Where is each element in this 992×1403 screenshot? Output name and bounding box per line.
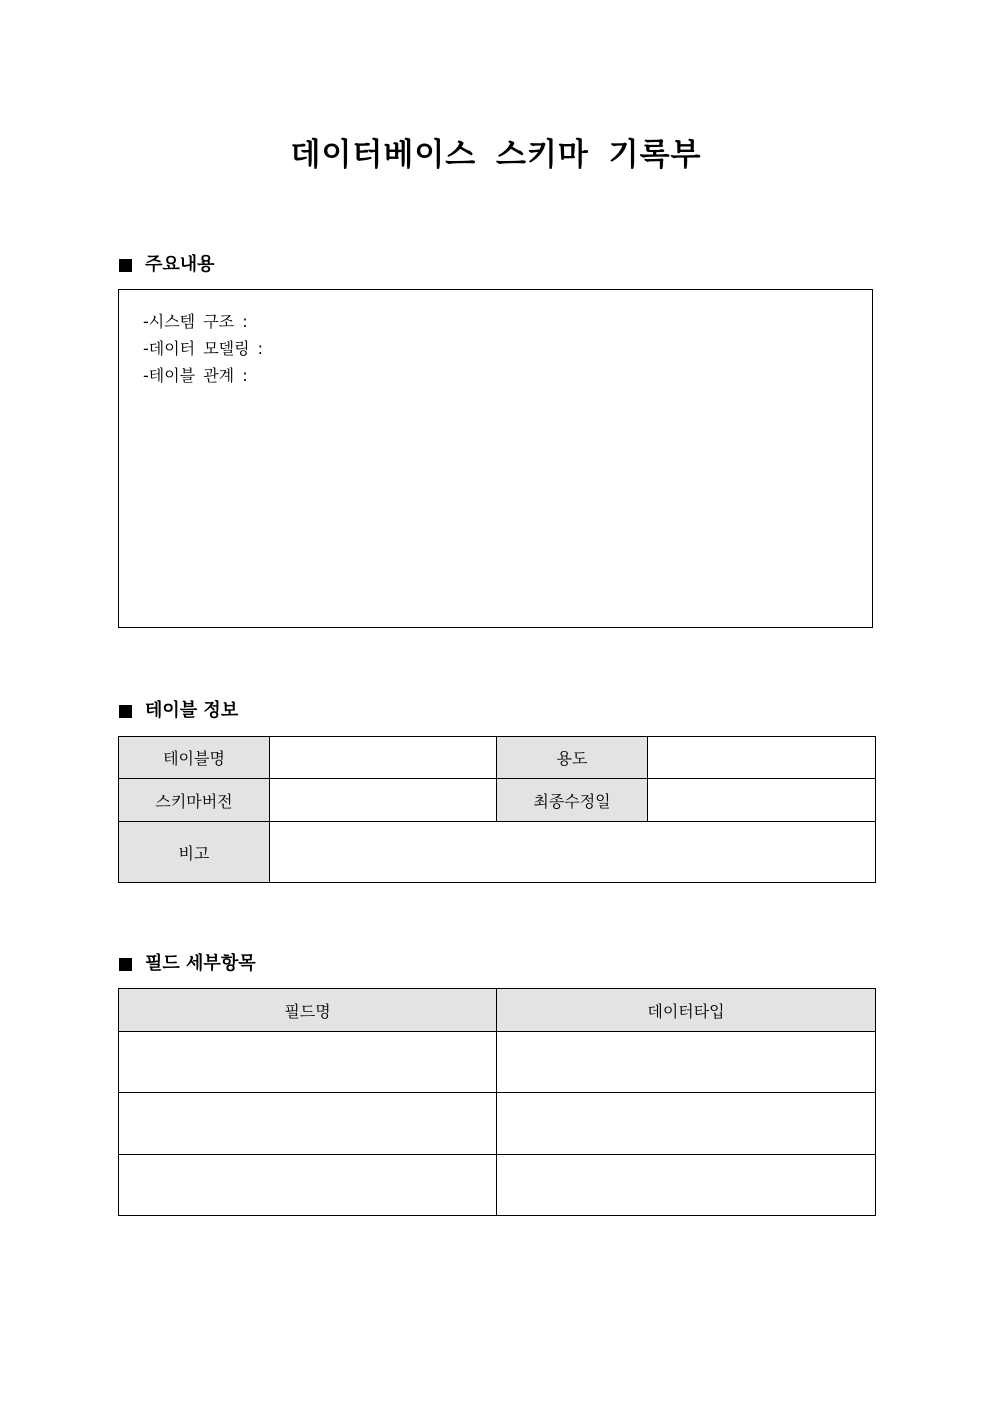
table-row [119,1155,876,1216]
summary-box[interactable] [118,289,873,628]
purpose-label: 용도 [497,737,648,779]
table-row [119,1093,876,1155]
document-title: 데이터베이스 스키마 기록부 [290,137,702,173]
schema-version-label: 스키마버전 [119,779,270,822]
purpose-value[interactable] [648,737,876,779]
table-info-table [118,736,876,883]
fields-table [118,988,876,1216]
table-info-heading-label: 테이블 정보 [145,700,239,721]
table-name-value[interactable] [270,737,497,779]
table-info-heading [119,698,238,724]
summary-heading [119,252,215,278]
schema-version-value[interactable] [270,779,497,822]
square-bullet-icon [119,958,132,971]
data-type-header: 데이터타입 [497,989,876,1032]
summary-line-data-modeling: -데이터 모델링 : [143,339,264,358]
last-modified-label: 최종수정일 [497,779,648,822]
summary-line-system-structure: -시스템 구조 : [143,312,248,331]
fields-heading [119,951,256,977]
remarks-value[interactable] [270,822,876,883]
data-type-cell[interactable] [497,1032,876,1093]
table-name-label: 테이블명 [119,737,270,779]
square-bullet-icon [119,705,132,718]
square-bullet-icon [119,259,132,272]
field-name-header: 필드명 [119,989,497,1032]
fields-heading-label: 필드 세부항목 [145,953,256,974]
summary-line-table-relations: -테이블 관계 : [143,366,248,385]
field-name-cell[interactable] [119,1093,497,1155]
table-row [119,1032,876,1093]
field-name-cell[interactable] [119,1155,497,1216]
data-type-cell[interactable] [497,1093,876,1155]
last-modified-value[interactable] [648,779,876,822]
data-type-cell[interactable] [497,1155,876,1216]
field-name-cell[interactable] [119,1032,497,1093]
summary-heading-label: 주요내용 [145,254,215,275]
remarks-label: 비고 [119,822,270,883]
